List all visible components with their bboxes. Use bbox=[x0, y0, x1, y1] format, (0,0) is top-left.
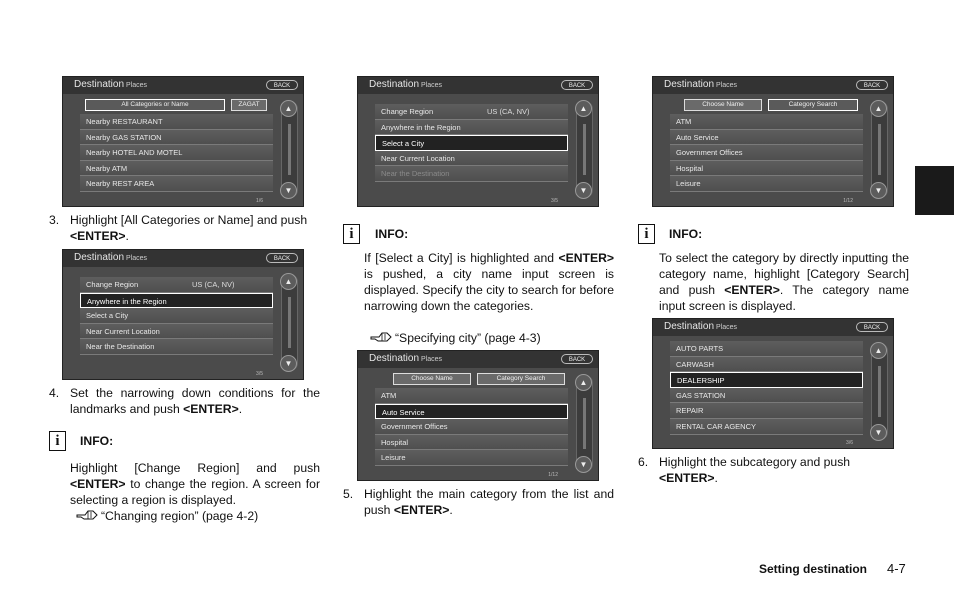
screen-title: Destination Places bbox=[369, 79, 443, 90]
screen-subtitle: Places bbox=[716, 82, 738, 89]
list-item[interactable]: Nearby GAS STATION bbox=[80, 130, 273, 146]
scroll-track bbox=[583, 124, 586, 175]
back-button[interactable]: BACK bbox=[561, 80, 593, 90]
info-1-text: Highlight [Change Region] and push <ENTER> to change the region. A screen for selecting a region is displayed. bbox=[70, 461, 321, 507]
info-label: INFO: bbox=[669, 227, 703, 241]
scrollbar[interactable] bbox=[281, 101, 298, 198]
page-reference[interactable]: “Specifying city” (page 4-3) bbox=[370, 330, 541, 346]
list-item[interactable]: Anywhere in the Region bbox=[375, 120, 568, 136]
step-3-text: Highlight [All Categories or Name] and push <ENTER>. bbox=[70, 213, 308, 243]
scroll-down-icon[interactable]: ▼ bbox=[280, 182, 297, 199]
list-item-selected[interactable]: Anywhere in the Region bbox=[80, 293, 273, 309]
nav-screen-select-city bbox=[357, 76, 599, 207]
list-item[interactable]: ATM bbox=[375, 388, 568, 404]
scrollbar[interactable] bbox=[871, 101, 888, 198]
list-item[interactable]: AUTO PARTS bbox=[670, 341, 863, 357]
nav-screen-category-list bbox=[357, 350, 599, 481]
list-item[interactable]: Change Region US (CA, NV) bbox=[80, 277, 273, 293]
list-item[interactable]: RENTAL CAR AGENCY bbox=[670, 419, 863, 435]
step-number: 3. bbox=[49, 213, 60, 227]
scrollbar[interactable] bbox=[281, 274, 298, 371]
screen-list bbox=[670, 341, 863, 435]
scroll-track bbox=[878, 366, 881, 417]
info-icon: i bbox=[343, 224, 360, 244]
back-button[interactable]: BACK bbox=[856, 80, 888, 90]
screen-title: Destination Places bbox=[74, 79, 148, 90]
tab-choose-name[interactable]: Choose Name bbox=[684, 99, 762, 111]
scrollbar[interactable] bbox=[871, 343, 888, 440]
section-title: Setting destination bbox=[759, 562, 867, 576]
step-number: 4. bbox=[49, 386, 60, 400]
enter-key: <ENTER> bbox=[70, 477, 126, 491]
tab-choose-name[interactable]: Choose Name bbox=[393, 373, 471, 385]
list-item-selected[interactable]: Auto Service bbox=[375, 404, 568, 420]
screen-title: Destination Places bbox=[664, 321, 738, 332]
step-4-text: Set the narrowing down conditions for the landmarks and push <ENTER>. bbox=[70, 386, 320, 416]
scroll-up-icon[interactable]: ▲ bbox=[575, 374, 592, 391]
page-reference[interactable]: “Changing region” (page 4-2) bbox=[76, 508, 258, 524]
list-item[interactable]: Nearby HOTEL AND MOTEL bbox=[80, 145, 273, 161]
tab-category-search[interactable]: Category Search bbox=[768, 99, 858, 111]
enter-key: <ENTER> bbox=[393, 503, 450, 517]
list-item[interactable]: Hospital bbox=[670, 161, 863, 177]
screen-list bbox=[375, 373, 568, 466]
scroll-track bbox=[288, 124, 291, 175]
region-value: US (CA, NV) bbox=[192, 280, 235, 289]
info-label: INFO: bbox=[80, 434, 114, 448]
nav-screen-category-search bbox=[652, 76, 894, 207]
step-number: 6. bbox=[638, 455, 649, 469]
info-label: INFO: bbox=[375, 227, 409, 241]
page-indicator: 3/5 bbox=[256, 371, 263, 377]
list-item[interactable]: GAS STATION bbox=[670, 388, 863, 404]
screen-subtitle: Places bbox=[126, 82, 148, 89]
page-indicator: 1/6 bbox=[256, 198, 263, 204]
list-item[interactable]: Near Current Location bbox=[80, 324, 273, 340]
page-indicator: 1/12 bbox=[548, 472, 558, 478]
back-button[interactable]: BACK bbox=[856, 322, 888, 332]
nav-screen-subcategory bbox=[652, 318, 894, 449]
screen-subtitle: Places bbox=[421, 82, 443, 89]
list-item[interactable]: Government Offices bbox=[375, 419, 568, 435]
scroll-up-icon[interactable]: ▲ bbox=[280, 273, 297, 290]
tab-all-categories[interactable]: All Categories or Name bbox=[85, 99, 225, 111]
list-item[interactable]: Auto Service bbox=[670, 130, 863, 146]
enter-key: <ENTER> bbox=[558, 251, 614, 265]
list-item[interactable]: Change Region US (CA, NV) bbox=[375, 104, 568, 120]
screen-title: Destination Places bbox=[664, 79, 738, 90]
nav-screen-region bbox=[62, 249, 304, 380]
enter-key: <ENTER> bbox=[659, 471, 715, 485]
list-item[interactable]: REPAIR bbox=[670, 403, 863, 419]
scroll-up-icon[interactable]: ▲ bbox=[870, 100, 887, 117]
info-icon: i bbox=[638, 224, 655, 244]
list-item-disabled: Near the Destination bbox=[375, 166, 568, 182]
screen-tabs bbox=[85, 99, 273, 111]
screen-tabs bbox=[684, 99, 863, 111]
step-5-text: Highlight the main category from the list and push <ENTER>. bbox=[364, 487, 614, 517]
scroll-up-icon[interactable]: ▲ bbox=[575, 100, 592, 117]
list-item[interactable]: Hospital bbox=[375, 435, 568, 451]
scroll-up-icon[interactable]: ▲ bbox=[280, 100, 297, 117]
step-number: 5. bbox=[343, 487, 354, 501]
screen-subtitle: Places bbox=[126, 255, 148, 262]
screen-list bbox=[375, 104, 568, 182]
scroll-track bbox=[288, 297, 291, 348]
list-item[interactable]: Select a City bbox=[80, 308, 273, 324]
list-item[interactable]: Leisure bbox=[670, 176, 863, 192]
screen-list bbox=[80, 277, 273, 355]
step-6-text: Highlight the subcategory and push <ENTER>. bbox=[659, 455, 851, 485]
scroll-down-icon[interactable]: ▼ bbox=[280, 355, 297, 372]
scroll-down-icon[interactable]: ▼ bbox=[575, 182, 592, 199]
tab-zagat[interactable]: ZAGAT bbox=[231, 99, 267, 111]
chapter-tab bbox=[915, 166, 954, 215]
list-item[interactable]: Nearby ATM bbox=[80, 161, 273, 177]
back-button[interactable]: BACK bbox=[266, 253, 298, 263]
scrollbar[interactable] bbox=[576, 375, 593, 472]
region-value: US (CA, NV) bbox=[487, 107, 530, 116]
screen-title: Destination Places bbox=[74, 252, 148, 263]
back-button[interactable]: BACK bbox=[561, 354, 593, 364]
pointing-hand-icon bbox=[370, 331, 392, 344]
list-item[interactable]: Nearby REST AREA bbox=[80, 176, 273, 192]
scroll-track bbox=[878, 124, 881, 175]
scrollbar[interactable] bbox=[576, 101, 593, 198]
scroll-down-icon[interactable]: ▼ bbox=[870, 424, 887, 441]
info-2-text: If [Select a City] is highlighted and <ENTER> is pushed, a city name input screen is displayed. Specify the city to search for before narrowing down the categories. bbox=[364, 251, 614, 313]
page-indicator: 3/5 bbox=[551, 198, 558, 204]
list-item-selected[interactable]: DEALERSHIP bbox=[670, 372, 863, 388]
scroll-down-icon[interactable]: ▼ bbox=[870, 182, 887, 199]
page-number: 4-7 bbox=[887, 561, 906, 576]
scroll-down-icon[interactable]: ▼ bbox=[575, 456, 592, 473]
back-button[interactable]: BACK bbox=[266, 80, 298, 90]
tab-category-search[interactable]: Category Search bbox=[477, 373, 565, 385]
list-item[interactable]: Near the Destination bbox=[80, 339, 273, 355]
list-item[interactable]: Leisure bbox=[375, 450, 568, 466]
enter-key: <ENTER> bbox=[724, 283, 780, 297]
list-item[interactable]: ATM bbox=[670, 114, 863, 130]
screen-subtitle: Places bbox=[716, 324, 738, 331]
page-indicator: 1/12 bbox=[843, 198, 853, 204]
screen-tabs bbox=[393, 373, 568, 385]
enter-key: <ENTER> bbox=[183, 402, 239, 416]
page-indicator: 3/6 bbox=[846, 440, 853, 446]
nav-screen-categories bbox=[62, 76, 304, 207]
enter-key: <ENTER> bbox=[70, 229, 126, 243]
scroll-up-icon[interactable]: ▲ bbox=[870, 342, 887, 359]
info-3-text: To select the category by directly inputting the category name, highlight [Category Search] and push <ENTER>. The category name input screen is displayed. bbox=[659, 251, 910, 313]
list-item[interactable]: Nearby RESTAURANT bbox=[80, 114, 273, 130]
screen-title: Destination Places bbox=[369, 353, 443, 364]
scroll-track bbox=[583, 398, 586, 449]
screen-list bbox=[670, 99, 863, 192]
list-item[interactable]: Government Offices bbox=[670, 145, 863, 161]
list-item-selected[interactable]: Select a City bbox=[375, 135, 568, 151]
list-item[interactable]: CARWASH bbox=[670, 357, 863, 373]
screen-list bbox=[80, 99, 273, 192]
info-icon: i bbox=[49, 431, 66, 451]
pointing-hand-icon bbox=[76, 509, 98, 522]
list-item[interactable]: Near Current Location bbox=[375, 151, 568, 167]
screen-subtitle: Places bbox=[421, 356, 443, 363]
